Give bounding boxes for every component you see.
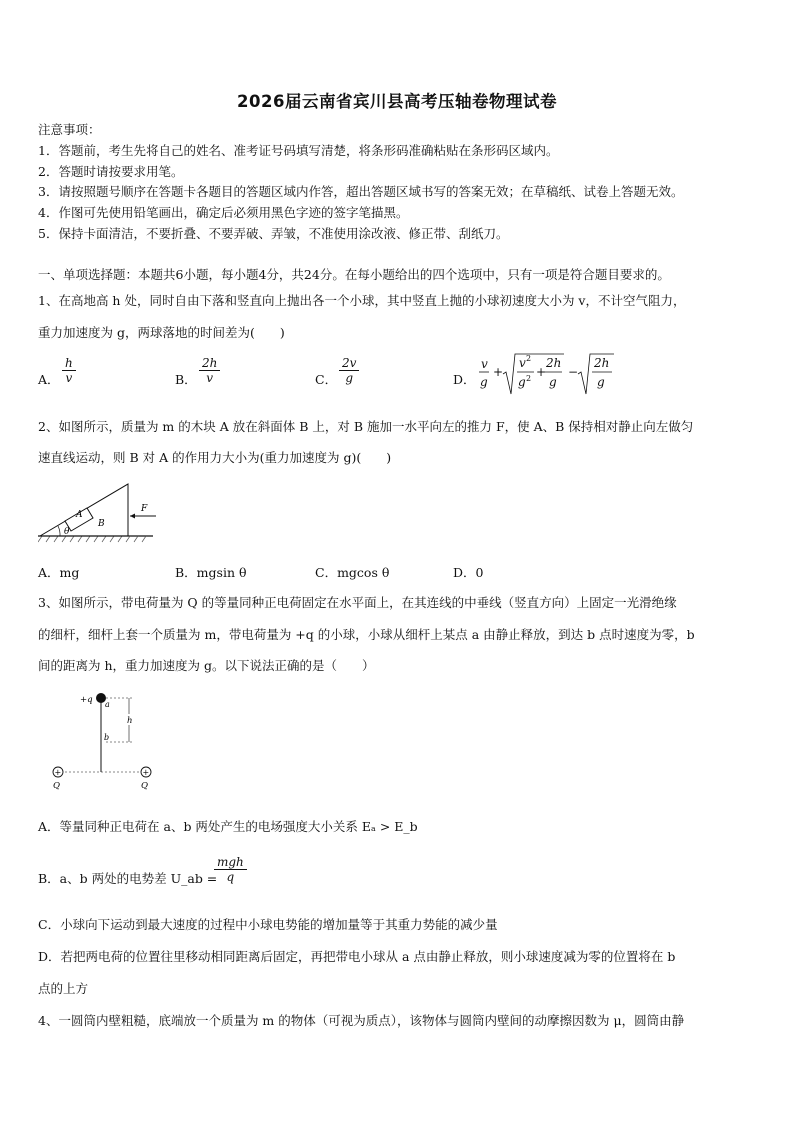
q2-option-d: D．0 xyxy=(453,565,484,580)
q3-option-d-line2: 点的上方 xyxy=(38,981,89,996)
q2-stem-line2: 速直线运动，则 B 对 A 的作用力大小为(重力加速度为 g)( ) xyxy=(38,450,392,465)
plus-sign: + xyxy=(142,768,150,777)
svg-text:−: − xyxy=(568,365,579,379)
q1-stem-line1: 1、在高地高 h 处，同时自由下落和竖直向上抛出各一个小球，其中竖直上抛的小球初速度大小为 v，不计空气阻力， xyxy=(38,293,686,308)
svg-text:2h: 2h xyxy=(594,356,610,370)
q3-option-a: A．等量同种正电荷在 a、b 两处产生的电场强度大小关系 Eₐ > E_b xyxy=(38,819,418,834)
q1-option-d-label: D． xyxy=(453,372,476,387)
ground-hatching xyxy=(38,536,146,542)
svg-text:2: 2 xyxy=(526,374,532,383)
q1-option-c-label: C． xyxy=(315,372,338,387)
svg-text:2h: 2h xyxy=(546,356,562,370)
q1-option-a-label: A． xyxy=(38,372,60,387)
svg-text:g: g xyxy=(597,375,605,389)
label-b: b xyxy=(104,733,110,742)
q3-stem-line1: 3、如图所示，带电荷量为 Q 的等量同种正电荷固定在水平面上，在其连线的中垂线（竖直方向）上固定一光滑绝缘 xyxy=(38,595,677,610)
svg-text:g: g xyxy=(480,375,488,389)
svg-text:v: v xyxy=(481,357,488,371)
note-item: 1．答题前，考生先将自己的姓名、准考证号码填写清楚，将条形码准确粘贴在条形码区域内。 xyxy=(38,143,559,158)
svg-text:g: g xyxy=(549,375,557,389)
q3-option-b-text: B．a、b 两处的电势差 U_ab = xyxy=(38,871,218,886)
q1-option-b-fraction xyxy=(199,356,220,385)
svg-text:2: 2 xyxy=(526,354,532,363)
page-title: 2026届云南省宾川县高考压轴卷物理试卷 xyxy=(237,92,557,111)
q2-option-a: A．mg xyxy=(38,565,80,580)
numerator: 2v xyxy=(339,356,359,371)
svg-text:+: + xyxy=(536,365,547,379)
arrow-head xyxy=(130,514,135,519)
q2-option-c: C．mgcos θ xyxy=(315,565,390,580)
label-q-left: Q xyxy=(53,781,60,791)
q2-incline-figure xyxy=(38,478,158,546)
plus-sign: + xyxy=(54,768,62,777)
q1-option-c-fraction xyxy=(339,356,359,385)
note-item: 4．作图可先使用铅笔画出，确定后必须用黑色字迹的签字笔描黑。 xyxy=(38,205,409,220)
denominator: g xyxy=(345,371,354,385)
numerator: mgh xyxy=(214,855,247,870)
q1-stem-line2: 重力加速度为 g，两球落地的时间差为( ) xyxy=(38,325,285,340)
q3-charge-figure xyxy=(38,686,168,792)
label-q-right: Q xyxy=(141,781,148,791)
q2-stem-line1: 2、如图所示，质量为 m 的木块 A 放在斜面体 B 上，对 B 施加一水平向左的推力 F，使 A、B 保持相对静止向左做匀 xyxy=(38,419,694,434)
label-b: B xyxy=(98,519,105,529)
q4-stem-line1: 4、一圆筒内壁粗糙，底端放一个质量为 m 的物体（可视为质点），该物体与圆筒内壁间的动摩擦因数为 μ，圆筒由静 xyxy=(38,1013,685,1028)
notes-heading: 注意事项： xyxy=(38,122,101,137)
angle-arc xyxy=(58,526,60,536)
q1-option-b-label: B． xyxy=(175,372,197,387)
q3-stem-line2: 的细杆，细杆上套一个质量为 m，带电荷量为 +q 的小球，小球从细杆上某点 a 由静止释放，到达 b 点时速度为零，b xyxy=(38,627,695,642)
label-a: A xyxy=(76,510,83,520)
label-h: h xyxy=(127,716,133,726)
note-item: 3．请按照题号顺序在答题卡各题目的答题区域内作答，超出答题区域书写的答案无效；在草稿纸、试卷上答题无效。 xyxy=(38,184,684,199)
note-item: 5．保持卡面清洁，不要折叠、不要弄破、弄皱，不准使用涂改液、修正带、刮纸刀。 xyxy=(38,226,509,241)
q3-option-b-fraction xyxy=(214,855,247,884)
svg-text:g: g xyxy=(518,375,526,389)
q2-option-b: B．mgsin θ xyxy=(175,565,247,580)
denominator: v xyxy=(206,371,214,385)
label-a: a xyxy=(105,700,110,709)
note-item: 2．答题时请按要求用笔。 xyxy=(38,164,184,179)
svg-text:+: + xyxy=(493,365,504,379)
q3-stem-line3: 间的距离为 h，重力加速度为 g。以下说法正确的是（ ） xyxy=(38,658,375,673)
q1-option-a-fraction xyxy=(62,356,76,385)
svg-text:v: v xyxy=(519,356,526,370)
q3-option-d-line1: D．若把两电荷的位置往里移动相同距离后固定，再把带电小球从 a 点由静止释放，则小球速度减为零的位置将在 b xyxy=(38,949,676,964)
numerator: 2h xyxy=(199,356,220,371)
q3-option-c: C．小球向下运动到最大速度的过程中小球电势能的增加量等于其重力势能的减少量 xyxy=(38,917,498,932)
q1-option-d-formula xyxy=(476,350,626,398)
denominator: q xyxy=(226,870,235,884)
numerator: h xyxy=(62,356,76,371)
denominator: v xyxy=(65,371,73,385)
label-q: +q xyxy=(80,695,93,705)
label-f: F xyxy=(141,504,148,514)
label-theta: θ xyxy=(64,527,70,537)
section-heading: 一、单项选择题：本题共6小题，每小题4分，共24分。在每小题给出的四个选项中，只有一项是符合题目要求的。 xyxy=(38,267,670,282)
